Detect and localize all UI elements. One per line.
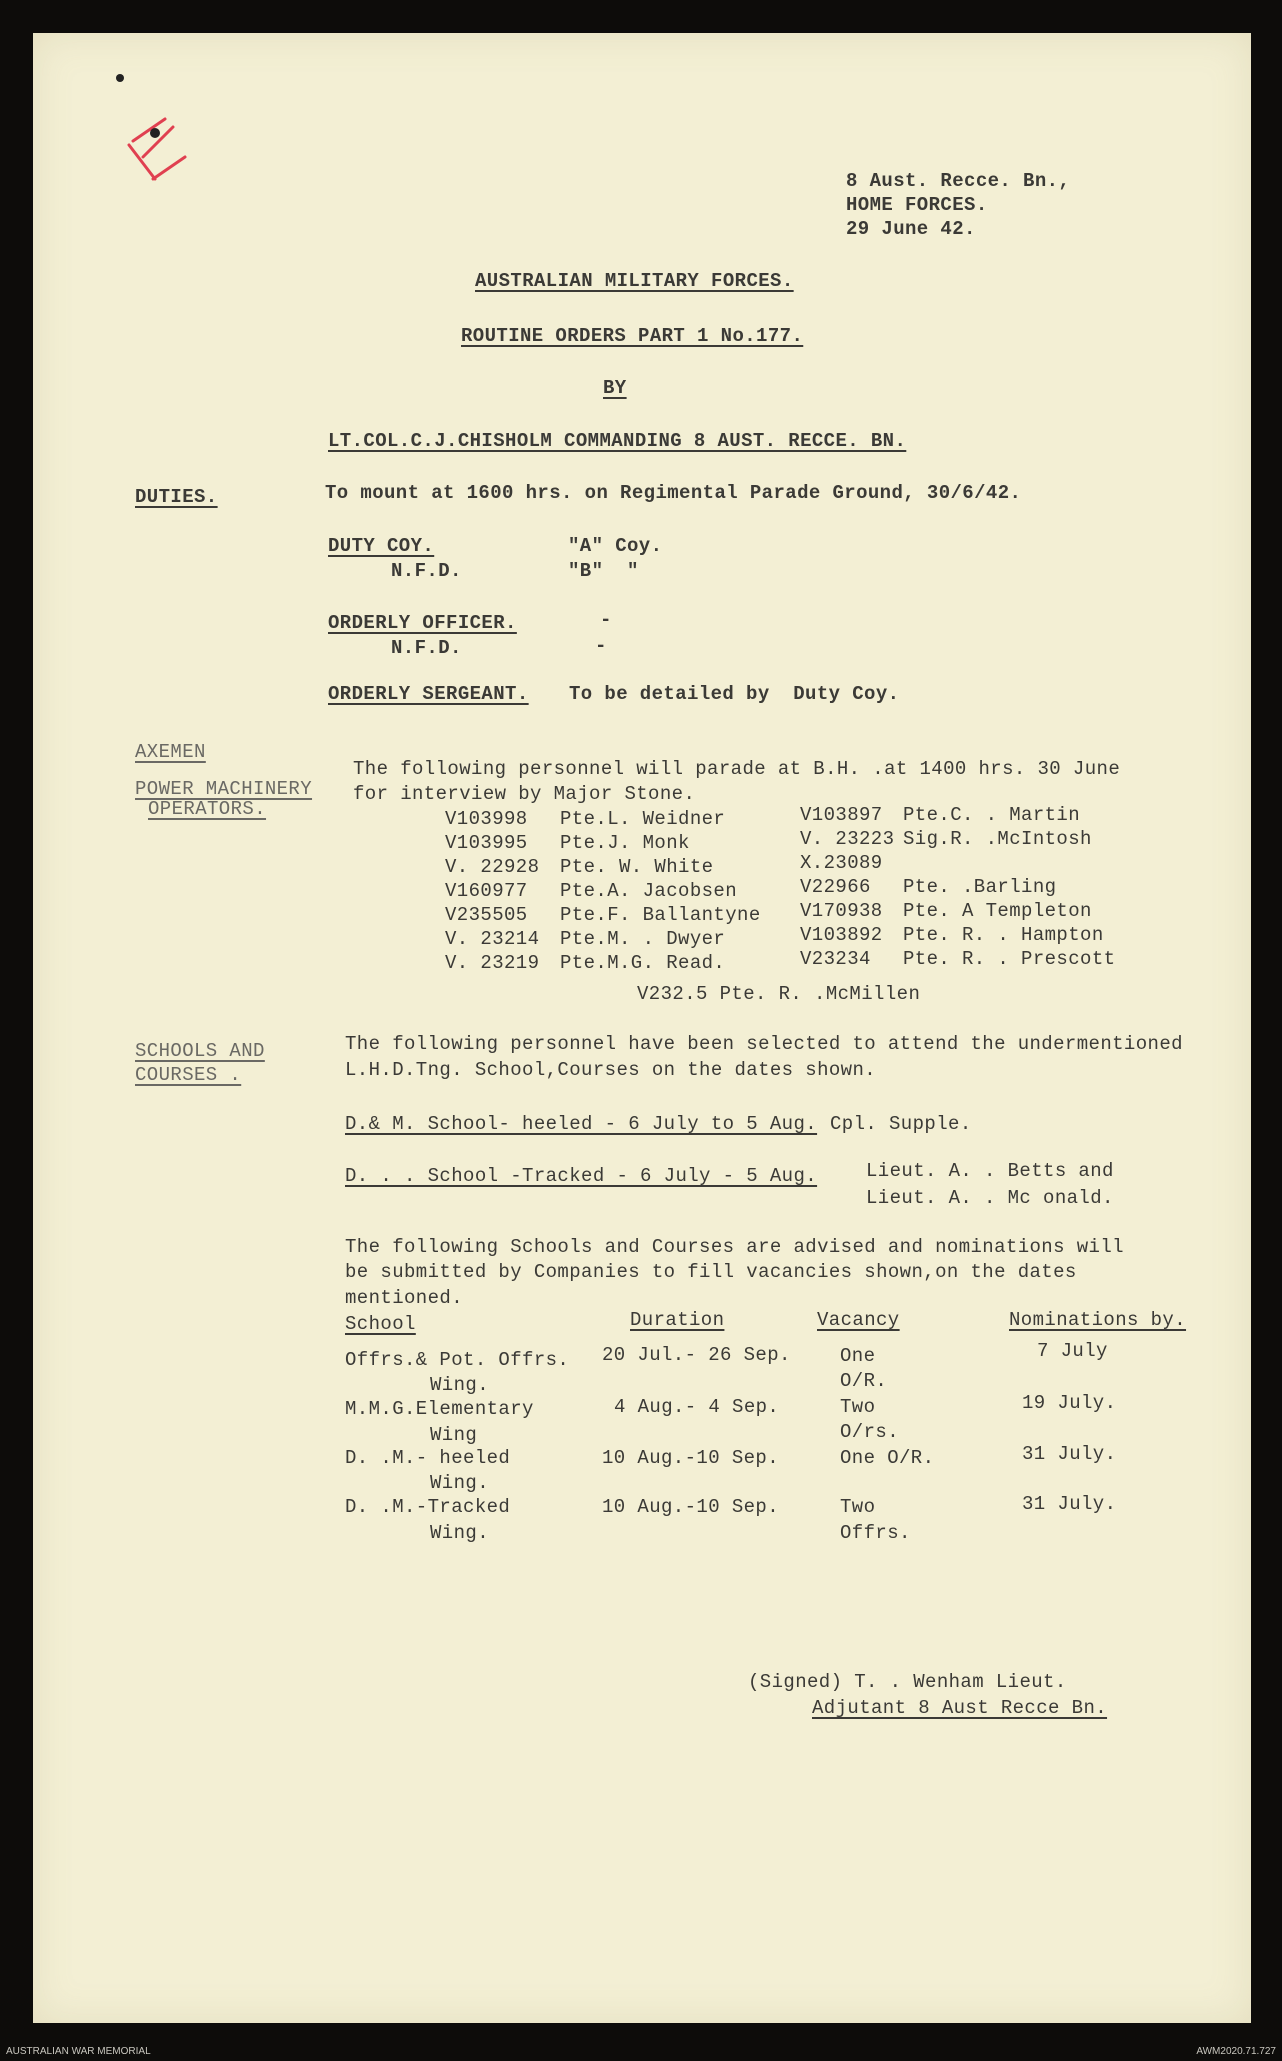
advice-3: mentioned. <box>345 1287 464 1309</box>
axemen-intro-2: for interview by Major Stone. <box>353 783 696 805</box>
schools-heading-2: COURSES . <box>135 1064 242 1086</box>
orderly-sergeant-label: ORDERLY SERGEANT. <box>328 683 529 705</box>
personnel-left-name-1: Pte.L. Weidner <box>560 808 726 830</box>
table-header-vacancy: Vacancy <box>817 1309 900 1331</box>
course-2-name-1: Lieut. A. . Betts and <box>866 1160 1114 1182</box>
personnel-right-no-4: V22966 <box>800 876 871 898</box>
course-2-name-2: Lieut. A. . Mc onald. <box>866 1187 1114 1209</box>
row-3-duration: 10 Aug.-10 Sep. <box>602 1447 780 1469</box>
axemen-heading-3: OPERATORS. <box>148 798 267 820</box>
personnel-left-name-3: Pte. W. White <box>560 856 714 878</box>
personnel-right-no-5: V170938 <box>800 900 883 922</box>
personnel-right-no-7: V23234 <box>800 948 871 970</box>
schools-intro-2: L.H.D.Tng. School,Courses on the dates shown. <box>345 1059 877 1081</box>
personnel-right-name-7: Pte. R. . Prescott <box>903 948 1116 970</box>
personnel-right-name-6: Pte. R. . Hampton <box>903 924 1104 946</box>
row-1-vacancy-2: O/R. <box>840 1370 888 1392</box>
signature-line-2: Adjutant 8 Aust Recce Bn. <box>812 1697 1108 1719</box>
duty-coy-label: DUTY COY. <box>328 535 435 557</box>
row-1-nominations: 7 July <box>1037 1340 1108 1362</box>
personnel-last: V232.5 Pte. R. .McMillen <box>637 983 921 1005</box>
personnel-left-name-5: Pte.F. Ballantyne <box>560 904 761 926</box>
personnel-right-no-6: V103892 <box>800 924 883 946</box>
row-4-school-2: Wing. <box>430 1522 490 1544</box>
row-2-vacancy-1: Two <box>840 1396 876 1418</box>
nfd-label-2: N.F.D. <box>391 637 462 659</box>
row-4-duration: 10 Aug.-10 Sep. <box>602 1496 780 1518</box>
punch-hole-top <box>116 74 124 82</box>
duties-intro: To mount at 1600 hrs. on Regimental Parade Ground, 30/6/42. <box>325 482 1022 504</box>
row-3-school-1: D. .M.- heeled <box>345 1447 511 1469</box>
row-3-nominations: 31 July. <box>1022 1443 1117 1465</box>
personnel-left-name-7: Pte.M.G. Read. <box>560 952 726 974</box>
personnel-left-name-4: Pte.A. Jacobsen <box>560 880 738 902</box>
red-tick-mark <box>125 117 200 199</box>
nfd-value-2: - <box>595 635 607 657</box>
advice-1: The following Schools and Courses are advised and nominations will <box>345 1236 1124 1258</box>
schools-heading-1: SCHOOLS AND <box>135 1040 265 1062</box>
table-header-duration: Duration <box>630 1309 725 1331</box>
punch-hole-mark <box>150 128 160 138</box>
row-1-school-1: Offrs.& Pot. Offrs. <box>345 1349 570 1371</box>
title-forces: AUSTRALIAN MILITARY FORCES. <box>475 270 794 292</box>
orderly-officer-label: ORDERLY OFFICER. <box>328 612 517 634</box>
nfd-label-1: N.F.D. <box>391 560 462 582</box>
personnel-right-no-1: V103897 <box>800 804 883 826</box>
row-4-school-1: D. .M.-Tracked <box>345 1496 511 1518</box>
duties-heading: DUTIES. <box>135 486 218 508</box>
personnel-left-no-4: V160977 <box>445 880 528 902</box>
row-3-school-2: Wing. <box>430 1472 490 1494</box>
axemen-intro-1: The following personnel will parade at B.H. .at 1400 hrs. 30 June <box>353 758 1121 780</box>
footer-right: AWM2020.71.727 <box>1196 2046 1276 2057</box>
course-1-label: D.& M. School- heeled - 6 July to 5 Aug. <box>345 1113 818 1135</box>
personnel-right-name-4: Pte. .Barling <box>903 876 1057 898</box>
title-commander: LT.COL.C.J.CHISHOLM COMMANDING 8 AUST. RECCE. BN. <box>328 430 907 452</box>
row-2-school-2: Wing <box>430 1424 478 1446</box>
row-3-vacancy-1: One O/R. <box>840 1447 935 1469</box>
table-header-nominations: Nominations by. <box>1009 1309 1187 1331</box>
footer-left: AUSTRALIAN WAR MEMORIAL <box>6 2046 151 2057</box>
row-2-vacancy-2: O/rs. <box>840 1421 900 1443</box>
table-header-school: School <box>345 1313 416 1335</box>
personnel-left-name-2: Pte.J. Monk <box>560 832 690 854</box>
row-1-duration: 20 Jul.- 26 Sep. <box>602 1344 791 1366</box>
duty-coy-value: "A" Coy. <box>568 535 663 557</box>
personnel-right-name-1: Pte.C. . Martin <box>903 804 1081 826</box>
row-2-school-1: M.M.G.Elementary <box>345 1398 534 1420</box>
orderly-sergeant-value: To be detailed by Duty Coy. <box>569 683 900 705</box>
personnel-right-no-3: X.23089 <box>800 852 883 874</box>
forces-line: HOME FORCES. <box>846 194 988 216</box>
personnel-left-no-1: V103998 <box>445 808 528 830</box>
row-2-duration: 4 Aug.- 4 Sep. <box>614 1396 780 1418</box>
personnel-left-no-6: V. 23214 <box>445 928 540 950</box>
advice-2: be submitted by Companies to fill vacancies shown,on the dates <box>345 1261 1077 1283</box>
personnel-right-no-2: V. 23223 <box>800 828 895 850</box>
row-4-vacancy-2: Offrs. <box>840 1522 911 1544</box>
date-line: 29 June 42. <box>846 218 976 240</box>
personnel-right-name-2: Sig.R. .McIntosh <box>903 828 1092 850</box>
signature-line-1: (Signed) T. . Wenham Lieut. <box>748 1671 1067 1693</box>
axemen-heading-1: AXEMEN <box>135 741 206 763</box>
row-2-nominations: 19 July. <box>1022 1392 1117 1414</box>
schools-intro-1: The following personnel have been selected to attend the undermentioned <box>345 1033 1183 1055</box>
personnel-right-name-5: Pte. A Templeton <box>903 900 1092 922</box>
personnel-left-no-3: V. 22928 <box>445 856 540 878</box>
row-4-nominations: 31 July. <box>1022 1493 1117 1515</box>
orderly-officer-value: - <box>600 609 612 631</box>
title-by: BY <box>603 377 627 399</box>
axemen-heading-2: POWER MACHINERY <box>135 778 313 800</box>
row-1-vacancy-1: One <box>840 1345 876 1367</box>
personnel-left-no-7: V. 23219 <box>445 952 540 974</box>
nfd-value-1: "B" " <box>568 560 639 582</box>
course-1-name: Cpl. Supple. <box>830 1113 972 1135</box>
personnel-left-no-5: V235505 <box>445 904 528 926</box>
personnel-left-name-6: Pte.M. . Dwyer <box>560 928 726 950</box>
title-orders: ROUTINE ORDERS PART 1 No.177. <box>461 325 804 347</box>
row-1-school-2: Wing. <box>430 1374 490 1396</box>
personnel-left-no-2: V103995 <box>445 832 528 854</box>
course-2-label: D. . . School -Tracked - 6 July - 5 Aug. <box>345 1165 818 1187</box>
unit-line: 8 Aust. Recce. Bn., <box>846 170 1071 192</box>
row-4-vacancy-1: Two <box>840 1496 876 1518</box>
